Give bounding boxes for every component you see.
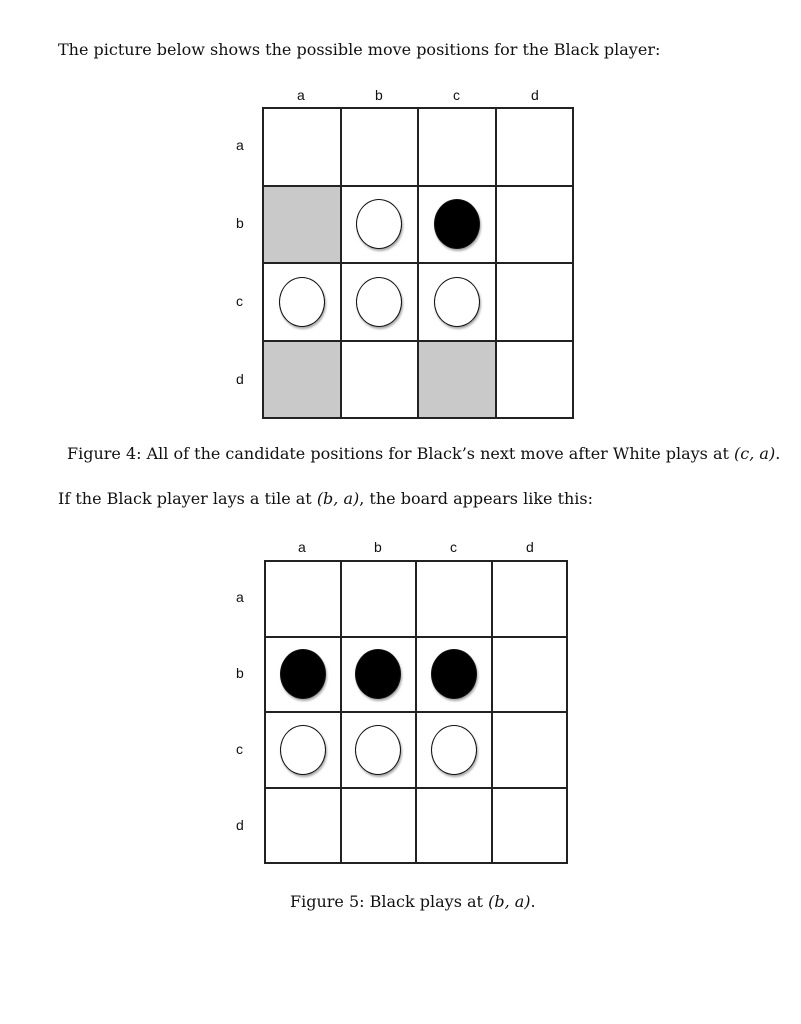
row-label: d [236, 817, 244, 833]
board-cell [265, 637, 341, 713]
figure-4-caption [67, 444, 780, 463]
caption-end: . [775, 444, 781, 463]
board-cell [265, 712, 341, 788]
row-label: a [236, 589, 244, 605]
row-label: a [236, 137, 244, 153]
board-cell [492, 712, 568, 788]
board-cell [416, 712, 492, 788]
white-disc-icon [355, 725, 401, 775]
caption-text: Figure 4: All of the candidate positions for Black’s next move after White plays at [67, 444, 735, 463]
white-disc-icon [434, 277, 480, 327]
column-label: b [375, 87, 383, 103]
middle-text-end: , the board appears like this: [359, 489, 594, 508]
board-cell [418, 186, 496, 264]
board-cell [265, 561, 341, 637]
row-label: c [236, 741, 243, 757]
column-label: d [526, 539, 534, 555]
board-cell [341, 186, 419, 264]
board-cell [265, 788, 341, 864]
board-cell [341, 788, 417, 864]
black-disc-icon [280, 649, 326, 699]
board-cell [416, 788, 492, 864]
column-label: c [450, 539, 457, 555]
column-label: a [297, 87, 305, 103]
board-cell [496, 341, 574, 419]
caption-math: (b, a) [488, 892, 531, 911]
board-cell [416, 561, 492, 637]
caption-end: . [530, 892, 536, 911]
board-cell [263, 108, 341, 186]
row-label: d [236, 371, 244, 387]
board-cell [418, 263, 496, 341]
board-cell [496, 108, 574, 186]
board-cell [341, 712, 417, 788]
board-cell [341, 263, 419, 341]
caption-math: (c, a) [734, 444, 776, 463]
row-label: c [236, 293, 243, 309]
figure-5-caption [290, 892, 536, 911]
board-cell [492, 788, 568, 864]
black-disc-icon [434, 199, 480, 249]
intro-text: The picture below shows the possible move positions for the Black player: [58, 40, 661, 59]
board-cell [341, 561, 417, 637]
board-cell [418, 108, 496, 186]
board-cell [341, 637, 417, 713]
white-disc-icon [356, 199, 402, 249]
candidate-cell [263, 186, 341, 264]
caption-text: Figure 5: Black plays at [290, 892, 489, 911]
board-cell [492, 637, 568, 713]
middle-math: (b, a) [316, 489, 360, 508]
white-disc-icon [279, 277, 325, 327]
white-disc-icon [431, 725, 477, 775]
board-cell [496, 263, 574, 341]
column-label: a [298, 539, 306, 555]
black-disc-icon [355, 649, 401, 699]
row-label: b [236, 215, 244, 231]
board-cell [492, 561, 568, 637]
board-cell [496, 186, 574, 264]
middle-text-start: If the Black player lays a tile at [58, 489, 317, 508]
board-cell [416, 637, 492, 713]
board-cell [263, 263, 341, 341]
black-disc-icon [431, 649, 477, 699]
column-label: d [531, 87, 539, 103]
board-grid [264, 560, 568, 864]
candidate-cell [263, 341, 341, 419]
white-disc-icon [356, 277, 402, 327]
candidate-cell [418, 341, 496, 419]
middle-text [58, 489, 593, 508]
board-cell [341, 341, 419, 419]
column-label: b [374, 539, 382, 555]
column-label: c [453, 87, 460, 103]
white-disc-icon [280, 725, 326, 775]
row-label: b [236, 665, 244, 681]
board-grid [262, 107, 574, 419]
board-cell [341, 108, 419, 186]
